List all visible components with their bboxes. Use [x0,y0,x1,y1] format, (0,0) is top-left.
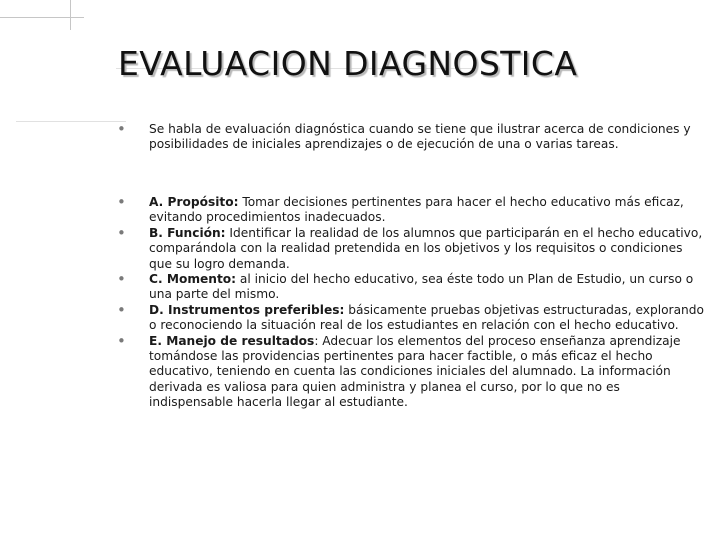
criteria-list [112,195,706,411]
item-text: al inicio del hecho educativo, sea éste todo un Plan de Estudio, un curso o una parte del mismo. [149,272,694,302]
item-label: B. Función: [149,225,226,240]
frame-horizontal-line [0,17,84,18]
bullet-icon: • [117,300,126,319]
bullet-icon: • [117,223,126,242]
item-text: básicamente pruebas objetivas estructuradas, explorando o reconociendo la situación real de los estudiantes en relación con el hecho educativo. [149,302,704,333]
item-label: E. Manejo de resultados [149,333,315,348]
list-item [112,122,706,153]
item-label: C. Momento: [149,272,237,287]
item-label: D. Instrumentos preferibles: [149,302,345,317]
item-text: : Adecuar los elementos del proceso enseñanza aprendizaje tomándose las providencias pertinentes para hacer factible, o más eficaz el hecho educativo, teniendo en cuenta las condiciones iniciales del alumnado. La información derivada es valiosa para quien administra y planea el curso, por lo que no es indispensable hacerla llegar al estudiante. [149,333,681,410]
slide-title: EVALUACION DIAGNOSTICA [118,44,578,83]
intro-list [112,122,706,153]
content-rule [16,121,126,122]
frame-vertical-line [70,0,71,30]
bullet-icon: • [117,193,126,211]
bullet-icon: • [117,270,126,289]
list-item [112,195,706,226]
list-item [112,223,706,272]
list-item [112,331,706,411]
bullet-icon: • [117,120,126,138]
list-item [112,272,706,303]
item-label: A. Propósito: [149,195,239,209]
item-text: Identificar la realidad de los alumnos que participarán en el hecho educativo, comparándola con la realidad pretendida en los objetivos y los requisitos o condiciones que su logro demanda. [149,225,703,271]
bullet-icon: • [117,331,126,350]
item-text: Tomar decisiones pertinentes para hacer el hecho educativo más eficaz, evitando procedimientos inadecuados. [149,195,684,225]
list-item [112,300,706,334]
intro-text: Se habla de evaluación diagnóstica cuando se tiene que ilustrar acerca de condiciones y posibilidades de iniciales aprendizajes o de ejecución de una o varias tareas. [149,122,691,152]
